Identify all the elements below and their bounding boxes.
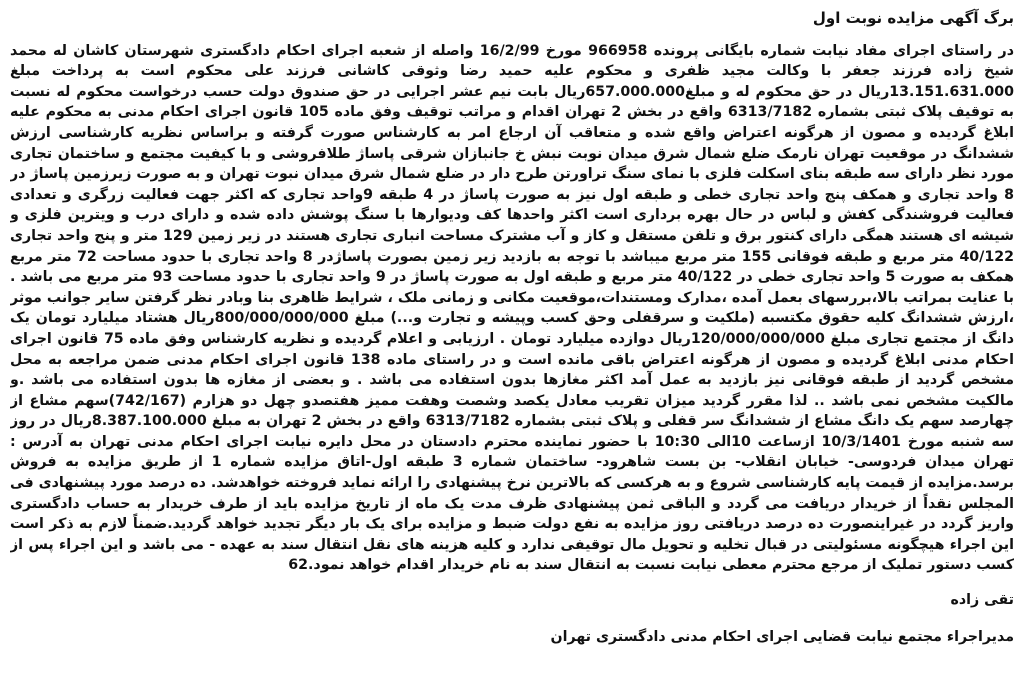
issuer-title: مدیراجراء مجتمع نیابت قضایی اجرای احکام مدنی دادگستری تهران [550,628,1014,645]
notice-title: برگ آگهی مزایده نوبت اول [812,9,1014,27]
notice-body: در راستای اجرای مفاد نیابت شماره بایگانی پرونده 966958 مورخ 16/2/99 واصله از شعبه اجرای احکام دادگستری شهرستان کاشان له محمد شیخ زاده فرزند جعفر با وکالت مجید ظفری و محکوم علیه حمید رضا وثوقی کاشانی فرزند علی محکوم است به پرداخت مبلغ 13.151.631.000ریال در حق محکوم له و مبلغ657.000.000ریال بابت نیم عشر اجرایی در حق صندوق دولت حسب درخواست محکوم له نسبت به توقیف پلاک ثبتی بشماره 6313/7182 واقع در بخش 2 تهران اقدام و مراتب توقیف وفق ماده 105 قانون اجرای احکام مدنی به محکوم علیه ابلاغ گردیده و مصون از هرگونه اعتراض واقع شده و متعاقب آن ارجاع امر به کارشناس صورت گرفته و براساس نظریه کارشناسی ارزش ششدانگ در موقعیت تهران نارمک ضلع شمال شرق میدان نوبت نبش خ جانبازان شرقی پاساژ طلافروشی و با کیفیت مجتمع و ساختمان تجاری مورد نظر دارای سه طبقه بنای اسکلت فلزی با نمای سنگ تراورتن طرح دار در ضلع شمال شرق میدان نبوت تهران و به صورت زیرزمین پاساژ در 8 واحد تجاری و همکف پنج واحد تجاری خطی و طبقه اول نیز به صورت پاساژ در 4 طبقه 9واحد تجاری که اکثر جهت فعالیت زرگری و تعدادی فعالیت فروشندگی کفش و لباس در حال بهره برداری است اکثر واحدها کف ودیوارها با سنگ پوشش داده شده و دارای درب و ویترین فلزی و شیشه ای هستند همگی دارای کنتور برق و تلفن مستقل و کاز و آب مشترک مساحت انباری تجاری هستند در زیر زمین 129 متر و پنج واحد تجاری 40/122 متر مربع و طبقه فوقانی 155 متر مربع میباشد با توجه به بازدید زیر زمین بصورت پاساژدر 8 واحد تجاری با حدود مساحت 72 متر مربع همکف به صورت 5 واحد تجاری خطی در 40/122 متر مربع و طبقه اول به صورت پاساژ در 9 واحد تجاری با حدود مساحت 93 متر مربع می باشد . با عنایت بمراتب بالا،بررسهای بعمل آمده ،مدارک ومستندات،موقعیت مکانی و زمانی ملک ، شرایط ظاهری بنا وبادر نظر گرفتن سایر جوانب موثر ،ارزش ششدانگ کلیه حقوق مکتسبه (ملکیت و سرقفلی وحق کسب وپیشه و تجارت و...) مبلغ 800/000/000/000ریال هشتاد میلیارد تومان یک دانگ از مجتمع تجاری مبلغ 120/000/000/000ریال دوازده میلیارد تومان . ارزیابی و اعلام گردیده و نظریه کارشناس وفق ماده 75 قانون اجرای احکام مدنی ابلاغ گردیده و مصون از هرگونه اعتراض باقی مانده است و در راستای ماده 138 قانون اجرای احکام مدنی ضمن مراجعه به محل مشخص گردید از طبقه فوقانی نیز بازدید به عمل آمد اکثر مغازها بدون استفاده می باشد . و بعضی از مغازه ها بدون استفاده می باشد .و مالکیت مشخص نمی باشد .. لذا مقرر گردید میزان تقریب معادل یکصد وشصت وهفت ممیز هفتصدو چهل دو هزارم (742/167)سهم مشاع از چهارصد سهم یک دانگ مشاع از ششدانگ سر قفلی و پلاک ثبتی بشماره 6313/7182 واقع در بخش 2 تهران به مبلغ 8.387.100.000ریال در روز سه شنبه مورخ 10/3/1401 ازساعت 10الی 10:30 با حضور نماینده محترم دادستان در محل دایره نیابت اجرای احکام مدنی تهران به آدرس : تهران میدان فردوسی- خیابان انقلاب- بن بست شاهرود- ساختمان شماره 3 طبقه اول-اتاق مزایده شماره 1 از طریق مزایده به فروش برسد.مزایده از قیمت پایه کارشناسی شروع و به هرکسی که بالاترین نرخ پیشنهادی را ارائه نماید فروخته خواهدشد. ده درصد مورد پیشنهادی فی المجلس نقداً از خریدار دریافت می گردد و الباقی ثمن پیشنهادی ظرف مدت یک ماه از تاریخ مزایده باید از طرف خریدار به حساب دادگستری واریز گردد در غیراینصورت ده درصد دریافتی روز مزایده به نفع دولت ضبط و مزایده برای یک بار دیگر تجدید خواهد گردید.ضمناً لازم به ذکر است این اجراء هیچگونه مسئولیتی در قبال تخلیه و تحویل مال توقیفی ندارد و کلیه هزینه های نقل انتقال سند به عهده - می باشد و این اجراء پس از کسب دستور تملیک از مرجع محترم معطی نیابت نسبت به انتقال سند به نام خریدار اقدام خواهد نمود.62 [10,42,1014,574]
auction-notice [10,4,1014,696]
signature-name: تقی زاده [950,592,1014,609]
